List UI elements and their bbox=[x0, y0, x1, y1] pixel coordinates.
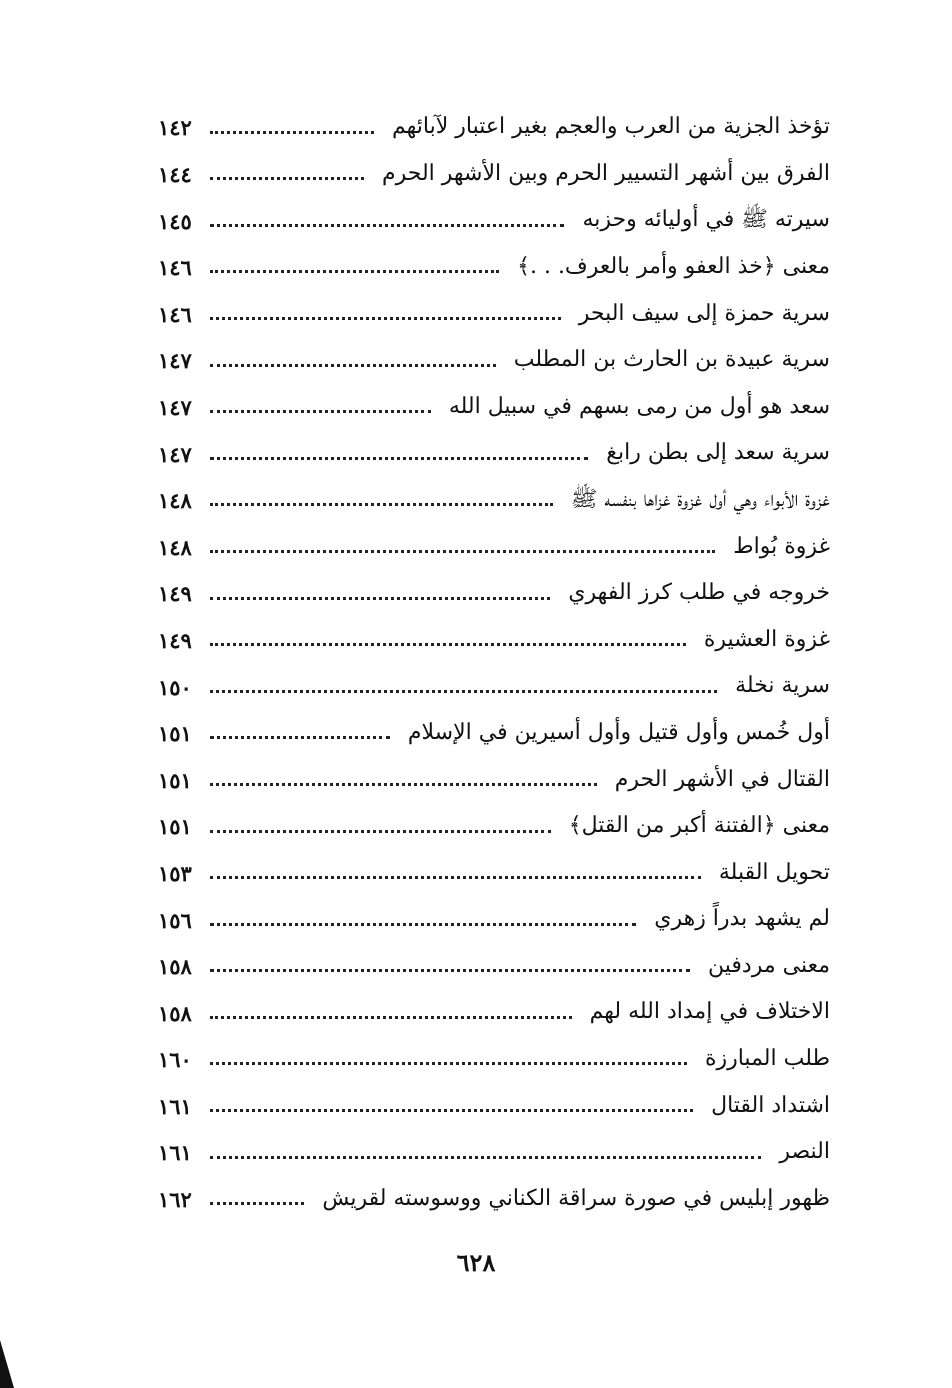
toc-entry-page: ١٤٧ bbox=[158, 348, 192, 374]
toc-entry-title: سرية عبيدة بن الحارث بن المطلب bbox=[513, 347, 830, 373]
toc-entry-title: سيرته ﷺ في أوليائه وحزبه bbox=[582, 207, 830, 233]
toc-entry bbox=[158, 846, 830, 893]
toc-entry bbox=[158, 985, 830, 1032]
toc-entry bbox=[158, 1172, 830, 1219]
dot-leader bbox=[210, 736, 390, 739]
toc-entry-title: القتال في الأشهر الحرم bbox=[614, 766, 830, 792]
toc-entry bbox=[158, 286, 830, 333]
toc-entry-page: ١٥٦ bbox=[158, 907, 192, 933]
toc-entry-page: ١٤٤ bbox=[158, 162, 192, 187]
toc-entry bbox=[158, 659, 830, 706]
toc-entry bbox=[158, 333, 830, 380]
toc-entry bbox=[158, 892, 830, 939]
toc-entry-page: ١٥٣ bbox=[158, 860, 192, 886]
toc-entry-title: معنى ﴿خذ العفو وأمر بالعرف. . .﴾ bbox=[517, 253, 830, 279]
toc-entry-title: سرية نخلة bbox=[735, 673, 830, 699]
toc-entry bbox=[158, 799, 830, 846]
dot-leader bbox=[210, 923, 636, 926]
dot-leader bbox=[210, 783, 597, 786]
toc-entry bbox=[158, 147, 830, 194]
toc-entry-title: خروجه في طلب كرز الفهري bbox=[568, 580, 830, 606]
toc-entry-title: الاختلاف في إمداد الله لهم bbox=[589, 999, 830, 1025]
toc-entry bbox=[158, 100, 830, 147]
toc-entry bbox=[158, 380, 830, 427]
toc-entry-page: ١٥٨ bbox=[158, 1000, 192, 1026]
toc-entry-page: ١٥٠ bbox=[158, 674, 192, 700]
toc-entry-title: لم يشهد بدراً زهري bbox=[654, 906, 830, 932]
dot-leader bbox=[210, 410, 431, 413]
toc-entry bbox=[158, 519, 830, 566]
toc-entry bbox=[158, 752, 830, 799]
toc-entry-page: ١٥١ bbox=[158, 767, 192, 793]
toc-entry-title: سرية حمزة إلى سيف البحر bbox=[578, 300, 830, 326]
toc-entry-title: طلب المبارزة bbox=[704, 1046, 830, 1072]
dot-leader bbox=[210, 643, 686, 646]
dot-leader bbox=[210, 690, 717, 693]
dot-leader bbox=[210, 969, 690, 972]
toc-entry bbox=[158, 1078, 830, 1125]
toc-entry-title: أول خُمس وأول قتيل وأول أسيرين في الإسلام bbox=[407, 719, 830, 745]
dot-leader bbox=[210, 364, 496, 367]
toc-entry-page: ١٤٢ bbox=[158, 115, 192, 141]
toc-entry-page: ١٤٩ bbox=[158, 627, 192, 653]
toc-entry-page: ١٥١ bbox=[158, 814, 192, 840]
toc-entry bbox=[158, 1125, 830, 1172]
toc-entry-page: ١٤٨ bbox=[158, 534, 192, 560]
toc-entry bbox=[158, 939, 830, 986]
toc-entry bbox=[158, 706, 830, 753]
table-of-contents bbox=[158, 100, 830, 1218]
toc-entry bbox=[158, 473, 830, 520]
dot-leader bbox=[210, 1156, 761, 1159]
toc-entry-title: معنى مردفين bbox=[708, 952, 830, 978]
dot-leader bbox=[210, 597, 550, 600]
dot-leader bbox=[210, 131, 374, 134]
dot-leader bbox=[210, 177, 364, 180]
toc-entry-title: معنى ﴿الفتنة أكبر من القتل﴾ bbox=[568, 813, 830, 839]
toc-entry-page: ١٦٠ bbox=[158, 1047, 192, 1073]
dot-leader bbox=[210, 503, 553, 506]
dot-leader bbox=[210, 1109, 693, 1112]
dot-leader bbox=[210, 1062, 687, 1065]
dot-leader bbox=[210, 1016, 572, 1019]
dot-leader bbox=[210, 317, 561, 320]
toc-entry bbox=[158, 193, 830, 240]
toc-entry bbox=[158, 1032, 830, 1079]
toc-entry-page: ١٤٨ bbox=[158, 488, 192, 514]
dot-leader bbox=[210, 550, 715, 553]
toc-entry bbox=[158, 566, 830, 613]
dot-leader bbox=[210, 270, 499, 273]
toc-entry-page: ١٥١ bbox=[158, 721, 192, 747]
toc-entry-title: تحويل القبلة bbox=[718, 859, 830, 885]
toc-entry-title: الفرق بين أشهر التسيير الحرم وبين الأشهر الحرم bbox=[382, 160, 830, 186]
toc-entry-title: سعد هو أول من رمى بسهم في سبيل الله bbox=[448, 393, 830, 419]
toc-entry-title: غزوة بُواط bbox=[733, 533, 830, 559]
dot-leader bbox=[210, 876, 701, 879]
dot-leader bbox=[210, 457, 588, 460]
toc-entry-page: ١٤٩ bbox=[158, 581, 192, 607]
toc-entry-title: النصر bbox=[779, 1139, 830, 1165]
toc-entry-title: غزوة العشيرة bbox=[703, 626, 830, 652]
toc-entry-page: ١٥٨ bbox=[158, 954, 192, 980]
toc-entry-page: ١٦٢ bbox=[158, 1187, 192, 1213]
toc-entry-page: ١٤٦ bbox=[158, 301, 192, 327]
dot-leader bbox=[210, 1202, 304, 1205]
toc-entry bbox=[158, 426, 830, 473]
toc-entry-title: اشتداد القتال bbox=[711, 1092, 830, 1118]
toc-entry-page: ١٤٧ bbox=[158, 394, 192, 420]
toc-entry-page: ١٦١ bbox=[158, 1093, 192, 1119]
toc-entry-page: ١٤٧ bbox=[158, 441, 192, 467]
toc-entry bbox=[158, 613, 830, 660]
toc-entry-title: ظهور إبليس في صورة سراقة الكناني ووسوسته لقريش bbox=[322, 1185, 830, 1211]
toc-entry-page: ١٤٥ bbox=[158, 208, 192, 234]
toc-entry-page: ١٤٦ bbox=[158, 255, 192, 281]
toc-entry-page: ١٦١ bbox=[158, 1140, 192, 1166]
dot-leader bbox=[210, 830, 551, 833]
dot-leader bbox=[210, 224, 564, 227]
page-number: ٦٢٨ bbox=[456, 1248, 496, 1277]
binding-edge-mark bbox=[0, 1340, 14, 1388]
toc-entry-title: تؤخذ الجزية من العرب والعجم بغير اعتبار لآبائهم bbox=[391, 114, 830, 140]
toc-entry-title: سرية سعد إلى بطن رابغ bbox=[606, 440, 830, 466]
toc-entry bbox=[158, 240, 830, 287]
toc-entry-title: غزوة الأبواء وهي أول غزوة غزاها بنفسه ﷺ bbox=[570, 486, 830, 512]
